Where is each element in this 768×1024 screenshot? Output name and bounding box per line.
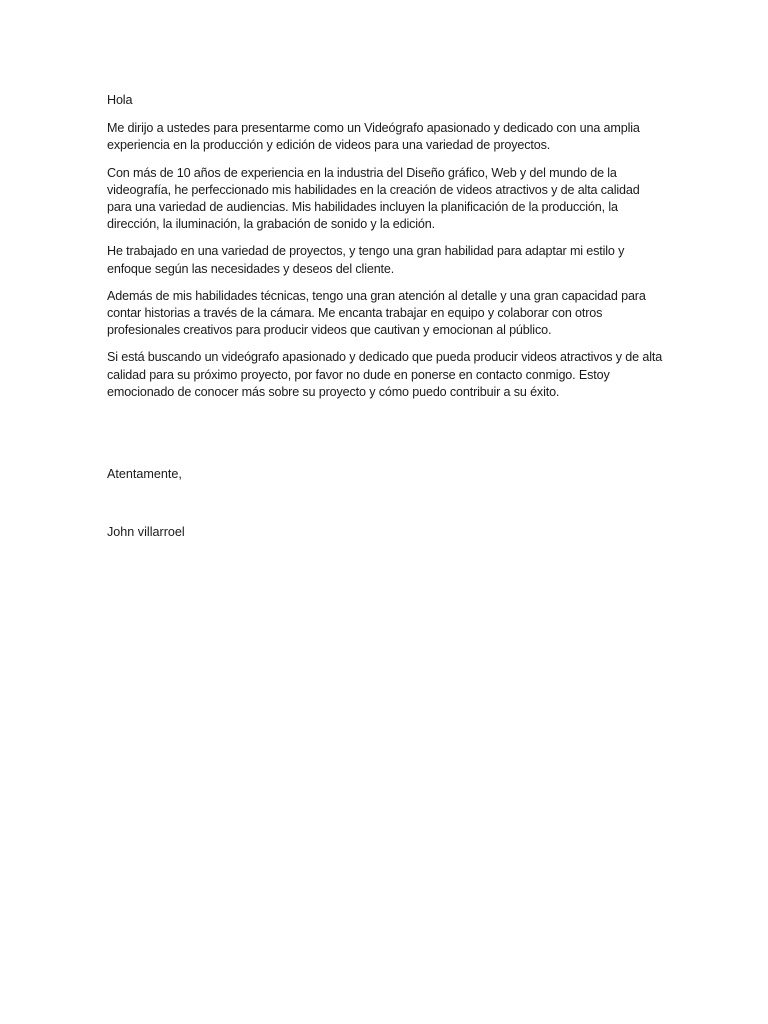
letter-paragraph-2: Con más de 10 años de experiencia en la industria del Diseño gráfico, Web y del mundo de la videografía, he perfeccionado mis habilidades en la creación de videos atractivos y de alta calidad para una variedad de audiencias. Mis habilidades incluyen la planificación de la producción, la dirección, la iluminación, la grabación de sonido y la edición. [107, 165, 640, 232]
letter-paragraph-5: Si está buscando un videógrafo apasionado y dedicado que pueda producir videos atractivos y de alta calidad para su próximo proyecto, por favor no dude en ponerse en contacto conmigo. Estoy emocionado de conocer más sobre su proyecto y cómo puedo contribuir a su éxito. [107, 350, 663, 399]
letter-paragraph-3: He trabajado en una variedad de proyectos, y tengo una gran habilidad para adaptar mi estilo y enfoque según las necesidades y deseos del cliente. [107, 244, 625, 276]
letter-greeting: Hola [107, 93, 133, 107]
letter-closing: Atentamente, [107, 467, 182, 481]
letter-body [107, 92, 665, 411]
letter-signature: John villarroel [107, 525, 185, 539]
letter-paragraph-1: Me dirijo a ustedes para presentarme como un Videógrafo apasionado y dedicado con una amplia experiencia en la producción y edición de videos para una variedad de proyectos. [107, 121, 640, 153]
letter-paragraph-4: Además de mis habilidades técnicas, tengo una gran atención al detalle y una gran capacidad para contar historias a través de la cámara. Me encanta trabajar en equipo y colaborar con otros profesionales creativos para producir videos que cautivan y emocionan al público. [107, 288, 646, 338]
